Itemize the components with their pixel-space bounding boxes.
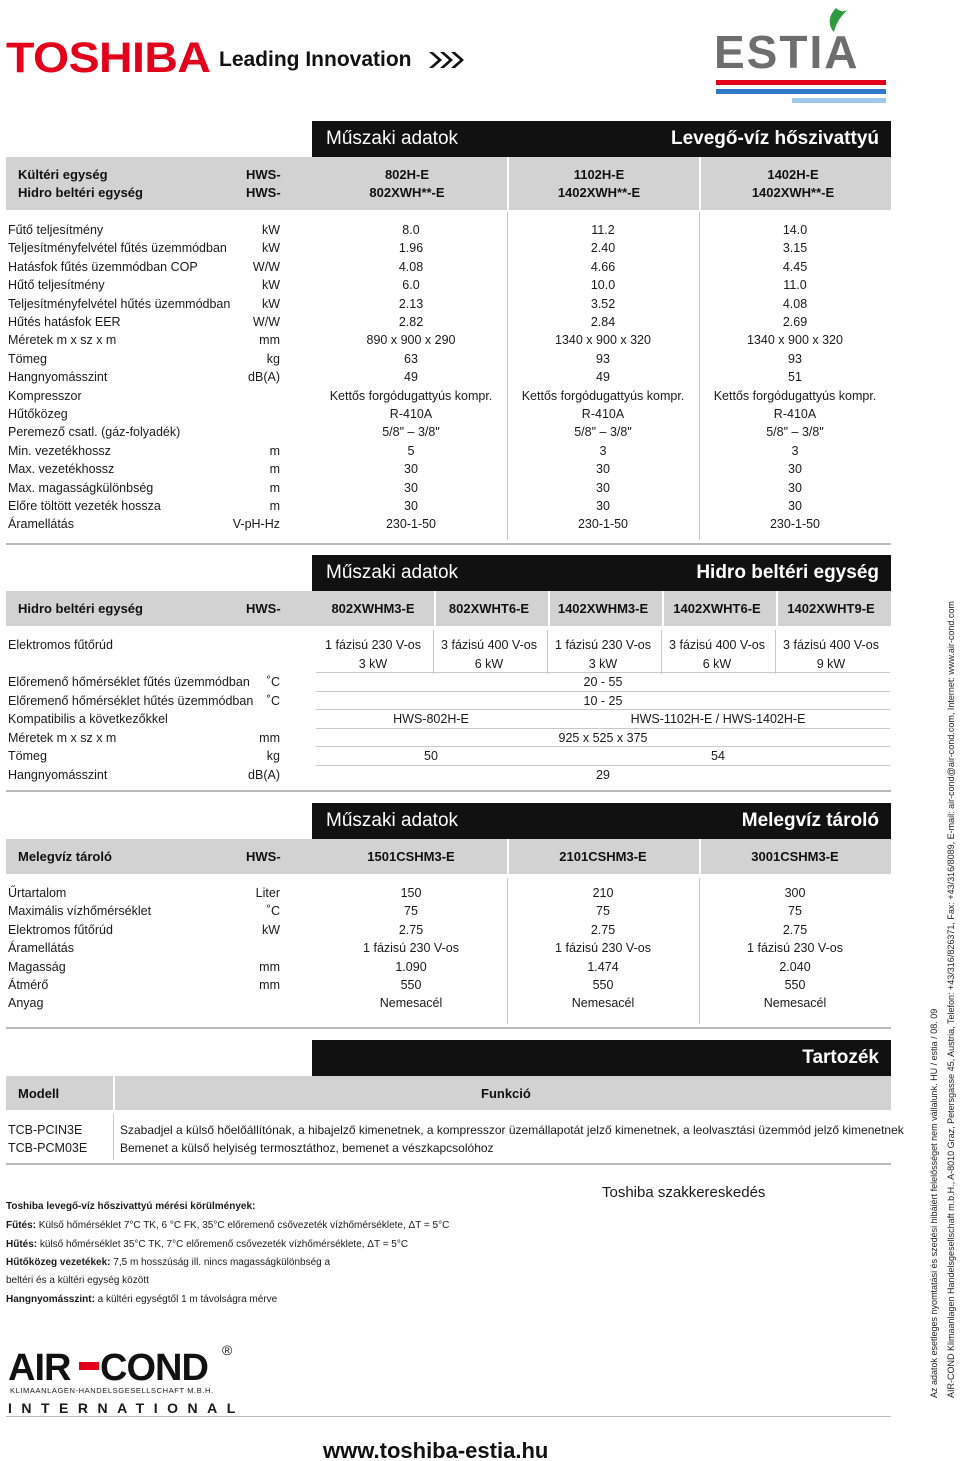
section2-band: [312, 555, 891, 591]
head-col1-outdoor: 802H-E: [384, 167, 430, 182]
spec-label: Max. vezetékhossz: [8, 462, 115, 477]
estia-logo: [712, 6, 888, 106]
spec-value: 30: [596, 499, 610, 513]
spec-value: 49: [404, 370, 418, 385]
row-separator: [316, 746, 890, 747]
head-prefix-indoor: HWS-: [246, 185, 281, 200]
spec-value: 890 x 900 x 290: [366, 333, 456, 348]
spec-value: 230-1-50: [577, 517, 629, 532]
spec-value: 30: [596, 480, 610, 495]
tank-value: 550: [784, 978, 806, 992]
aircond-sub: KLIMAANLAGEN-HANDELSGESELLSCHAFT M.B.H.: [10, 1386, 214, 1395]
hydro-value: 10 - 25: [583, 693, 623, 708]
conditions-pipe-2: beltéri és a kültéri egység között: [6, 1275, 149, 1286]
hydro-value: 29: [596, 768, 610, 782]
accessory-func-2: Bemenet a külső helyiség termosztáthoz, bemenet a vészkapcsolóhoz: [120, 1141, 494, 1155]
row-separator: [316, 709, 890, 710]
tank-value: 1.090: [395, 959, 427, 974]
spec-value: 30: [788, 499, 802, 513]
heater-phase: 1 fázisú 230 V-os: [325, 638, 421, 652]
spec-value: Kettős forgódugattyús kompr.: [713, 388, 877, 403]
heater-power: 6 kW: [702, 657, 732, 671]
dealer-title: Toshiba szakkereskedés: [602, 1184, 766, 1201]
tank-value: Nemesacél: [571, 996, 635, 1011]
head-label-indoor: Hidro beltéri egység: [18, 185, 143, 200]
tank-value: 75: [404, 904, 418, 919]
spec-value: 93: [788, 351, 802, 366]
hydro-label: Előremenő hőmérséklet fűtés üzemmódban: [8, 675, 250, 689]
tank-label: Magasság: [8, 959, 66, 974]
head-col2-outdoor: 1102H-E: [573, 167, 625, 182]
tank-unit: ˚C: [266, 904, 280, 919]
section3-band-title: Műszaki adatok: [326, 810, 459, 831]
section4-head: [6, 1076, 891, 1110]
head-col1-indoor: 802XWH**-E: [369, 185, 445, 200]
section2-head-label: Hidro beltéri egység: [18, 601, 143, 616]
model-802xwhm3: 802XWHM3-E: [331, 601, 415, 616]
hydro-value-b: 54: [711, 749, 725, 764]
hydro-value: 20 - 55: [583, 675, 623, 689]
tank-value: 300: [784, 886, 806, 900]
hydro-unit: ˚C: [266, 675, 280, 689]
hydro-value-a: HWS-802H-E: [393, 712, 469, 727]
spec-unit: m: [269, 462, 280, 477]
aircond-name: AIR: [8, 1347, 71, 1389]
section2-head: [6, 591, 891, 626]
hydro-unit: kg: [266, 749, 280, 764]
spec-label: Hűtő teljesítmény: [8, 278, 105, 293]
hydro-label: Előremenő hőmérséklet hűtés üzemmódban: [8, 693, 254, 708]
spec-label: Peremező csatl. (gáz-folyadék): [8, 425, 181, 440]
spec-label: Teljesítményfelvétel hűtés üzemmódban: [8, 296, 231, 311]
spec-label: Min. vezetékhossz: [8, 443, 111, 458]
conditions-noise: Hangnyomásszint: a kültéri egységtől 1 m távolságra mérve: [6, 1294, 278, 1305]
spec-label: Hatásfok fűtés üzemmódban COP: [8, 259, 198, 274]
spec-value: 10.0: [590, 278, 616, 293]
spec-label: Áramellátás: [8, 517, 74, 532]
tank-value: 2.75: [782, 922, 808, 937]
heater-label: Elektromos fűtőrúd: [8, 638, 113, 652]
section3-head-label: Melegvíz tároló: [18, 849, 112, 864]
hydro-unit: mm: [259, 730, 280, 745]
tank-value: 75: [788, 904, 802, 919]
spec-value: 5: [407, 443, 415, 458]
conditions-cooling: Hűtés: külső hőmérséklet 35°C TK, 7°C előremenő csővezeték vízhőmérséklete, ΔT = 5°C: [6, 1239, 409, 1250]
row-separator: [316, 765, 890, 766]
spec-value: 93: [596, 351, 610, 366]
spec-value: 30: [404, 499, 418, 513]
spec-value: 2.40: [590, 241, 616, 256]
section3-band-right: Melegvíz tároló: [741, 810, 879, 831]
heater-power: 3 kW: [358, 657, 388, 671]
tank-label: Maximális vízhőmérséklet: [8, 904, 152, 919]
heater-phase: 3 fázisú 400 V-os: [669, 638, 765, 652]
registered-mark: ®: [222, 1342, 233, 1358]
spec-value: 2.69: [782, 315, 808, 329]
section2-head-prefix: HWS-: [246, 601, 281, 616]
tank-value: 150: [400, 886, 422, 900]
tank-value: 1 fázisú 230 V-os: [363, 941, 459, 956]
model-2101cshm3: 2101CSHM3-E: [559, 849, 647, 864]
conditions-title: Toshiba levegő-víz hőszivattyú mérési körülmények:: [6, 1201, 256, 1212]
svg-text:COND: COND: [100, 1347, 208, 1389]
hydro-value: 925 x 525 x 375: [558, 730, 648, 745]
tank-value: 2.040: [779, 959, 811, 974]
tank-value: 550: [592, 978, 614, 992]
spec-unit: m: [269, 443, 280, 458]
spec-value: 230-1-50: [385, 517, 437, 532]
conditions-heating: Fűtés: Külső hőmérséklet 7°C TK, 6 °C FK, 35°C előremenő csővezeték vízhőmérséklete, ΔT = 5°C: [6, 1220, 450, 1231]
double-chevron-icon: [427, 50, 465, 70]
tank-unit: Liter: [255, 886, 280, 900]
spec-value: 5/8" – 3/8": [382, 425, 440, 440]
spec-unit: dB(A): [248, 370, 280, 385]
tank-label: Átmérő: [8, 978, 49, 992]
hydro-unit: ˚C: [266, 693, 280, 708]
spec-value: 30: [404, 480, 418, 495]
spec-label: Teljesítményfelvétel fűtés üzemmódban: [8, 241, 227, 256]
section4-band-right: Tartozék: [802, 1047, 879, 1068]
spec-label: Fűtő teljesítmény: [8, 223, 104, 237]
hydro-label: Kompatibilis a következőkkel: [8, 712, 168, 727]
hydro-unit: dB(A): [248, 768, 280, 782]
row-separator: [316, 691, 890, 692]
spec-value: Kettős forgódugattyús kompr.: [329, 388, 493, 403]
spec-value: 4.08: [782, 296, 808, 311]
spec-label: Max. magasságkülönbség: [8, 480, 154, 495]
spec-label: Kompresszor: [8, 388, 82, 403]
section1-band: [312, 121, 891, 157]
tank-value: 1.474: [587, 959, 619, 974]
spec-unit: mm: [259, 333, 280, 348]
hydro-label: Hangnyomásszint: [8, 768, 108, 782]
spec-value: 230-1-50: [769, 517, 821, 532]
tank-label: Elektromos fűtőrúd: [8, 922, 113, 937]
model-802xwht6: 802XWHT6-E: [448, 601, 530, 616]
tank-unit: mm: [259, 959, 280, 974]
model-1501cshm3: 1501CSHM3-E: [367, 849, 455, 864]
tank-value: 210: [592, 886, 614, 900]
spec-label: Tömeg: [8, 351, 47, 366]
spec-value: 1.96: [398, 241, 424, 256]
spec-unit: kW: [261, 278, 280, 293]
model-1402xwht6: 1402XWHT6-E: [673, 601, 761, 616]
section1-head: [6, 157, 891, 210]
tank-unit: mm: [259, 978, 280, 992]
spec-label: Hűtőközeg: [8, 407, 68, 421]
head-col3-indoor: 1402XWH**-E: [751, 185, 835, 200]
tank-value: 75: [596, 904, 610, 919]
spec-unit: W/W: [252, 259, 280, 274]
head-col2-indoor: 1402XWH**-E: [557, 185, 641, 200]
spec-value: 11.2: [591, 223, 615, 237]
tank-value: 1 fázisú 230 V-os: [747, 941, 843, 956]
section2-band-right: Hidro beltéri egység: [696, 562, 879, 583]
spec-unit: m: [269, 499, 280, 513]
spec-value: 2.82: [398, 315, 424, 329]
spec-label: Hangnyomásszint: [8, 370, 108, 385]
spec-value: 4.08: [398, 259, 424, 274]
spec-value: 5/8" – 3/8": [574, 425, 632, 440]
hydro-value-b: HWS-1102H-E / HWS-1402H-E: [630, 712, 806, 727]
spec-value: 63: [404, 351, 418, 366]
tank-value: 1 fázisú 230 V-os: [555, 941, 651, 956]
spec-value: R-410A: [773, 407, 817, 421]
spec-value: 11.0: [783, 278, 807, 293]
spec-unit: kW: [261, 296, 280, 311]
col-modell: Modell: [18, 1086, 60, 1101]
spec-value: 30: [596, 462, 610, 477]
spec-value: 51: [788, 370, 802, 385]
website-url[interactable]: www.toshiba-estia.hu: [323, 1438, 549, 1461]
section1-band-title: Műszaki adatok: [326, 128, 459, 149]
accessory-func-1: Szabadjel a külső hőelőállítónak, a hibajelző kimenetnek, a kompresszor üzemállapotát jelző kimenetnek, a leolvasztási üzemmód jelző kimenetnek: [120, 1123, 904, 1137]
spec-value: 4.66: [590, 259, 616, 274]
spec-unit: m: [269, 480, 280, 495]
heater-power: 9 kW: [816, 657, 846, 671]
head-col3-outdoor: 1402H-E: [767, 167, 819, 182]
spec-value: 4.45: [782, 259, 808, 274]
tank-label: Anyag: [8, 996, 44, 1011]
head-label-outdoor: Kültéri egység: [18, 167, 108, 182]
spec-value: 1340 x 900 x 320: [747, 333, 843, 348]
spec-value: 2.13: [398, 296, 424, 311]
spec-unit: V-pH-Hz: [232, 517, 280, 532]
accessory-model-1: TCB-PCIN3E: [8, 1123, 83, 1137]
section2-band-title: Műszaki adatok: [326, 562, 459, 583]
spec-value: 3: [791, 443, 799, 458]
spec-value: 3.52: [590, 296, 616, 311]
spec-unit: kW: [261, 241, 280, 256]
model-1402xwhm3: 1402XWHM3-E: [557, 601, 649, 616]
spec-value: 30: [404, 462, 418, 477]
hydro-value-a: 50: [424, 749, 438, 764]
tank-value: 2.75: [590, 922, 616, 937]
spec-value: 30: [788, 462, 802, 477]
heater-power: 3 kW: [588, 657, 618, 671]
spec-unit: kg: [266, 351, 280, 366]
tank-unit: kW: [261, 922, 280, 937]
spec-value: 1340 x 900 x 320: [555, 333, 651, 348]
tank-label: Áramellátás: [8, 941, 74, 956]
aircond-logo: [8, 1342, 245, 1421]
section4-band: [312, 1040, 891, 1076]
vertical-contact: AIR-COND Klimaanlagen Handelsgesellschaft m.b.H., A-8010 Graz, Petersgasse 45, Austria, Telefon: +43/316/826371, Fax: +43/316/8089, E-mail: air-cond@air-cond.com, Internet: www.air-cond.com: [946, 601, 956, 1398]
row-separator: [316, 728, 890, 729]
spec-label: Hűtés hatásfok EER: [8, 315, 121, 329]
tank-value: Nemesacél: [763, 996, 827, 1011]
conditions-pipe: Hűtőközeg vezetékek: 7,5 m hosszúság ill. nincs magasságkülönbség a: [6, 1257, 331, 1268]
model-3001cshm3: 3001CSHM3-E: [751, 849, 839, 864]
spec-value: 14.0: [782, 223, 808, 237]
heater-phase: 1 fázisú 230 V-os: [555, 638, 651, 652]
spec-unit: kW: [261, 223, 280, 237]
tagline: Leading Innovation: [219, 48, 412, 71]
heater-phase: 3 fázisú 400 V-os: [441, 638, 537, 652]
tank-value: Nemesacél: [379, 996, 443, 1011]
svg-text:ESTIA: ESTIA: [714, 26, 860, 78]
spec-value: 49: [596, 370, 610, 385]
spec-value: R-410A: [389, 407, 433, 421]
hydro-label: Méretek m x sz x m: [8, 730, 117, 745]
row-separator: [316, 672, 890, 673]
model-1402xwht9: 1402XWHT9-E: [787, 601, 875, 616]
section3-head-prefix: HWS-: [246, 849, 281, 864]
spec-value: Kettős forgódugattyús kompr.: [521, 388, 685, 403]
heater-power: 6 kW: [474, 657, 504, 671]
spec-value: 3.15: [782, 241, 808, 256]
vertical-disclaimer: Az adatok esetleges nyomtatási és szedési hibáiért felelősséget nem vállalunk. HU / estia / 08. 09: [929, 1008, 939, 1398]
accessory-model-2: TCB-PCM03E: [8, 1141, 88, 1155]
spec-value: R-410A: [581, 407, 625, 421]
tank-value: 2.75: [398, 922, 424, 937]
spec-value: 8.0: [402, 223, 420, 237]
section1-band-right: Levegő-víz hőszivattyú: [671, 128, 879, 149]
spec-label: Méretek m x sz x m: [8, 333, 117, 348]
spec-unit: W/W: [252, 315, 280, 329]
spec-value: 3: [599, 443, 607, 458]
spec-label: Előre töltött vezeték hossza: [8, 499, 161, 513]
tank-value: 550: [400, 978, 422, 992]
heater-phase: 3 fázisú 400 V-os: [783, 638, 879, 652]
section3-band: [312, 803, 891, 839]
tank-label: Űrtartalom: [8, 886, 67, 900]
spec-value: 6.0: [402, 278, 420, 293]
col-funkcio: Funkció: [481, 1086, 531, 1101]
spec-value: 2.84: [590, 315, 616, 329]
toshiba-logo: TOSHIBA: [6, 34, 211, 82]
aircond-intl: INTERNATIONAL: [8, 1400, 245, 1416]
hydro-label: Tömeg: [8, 749, 47, 764]
section3-head: [6, 839, 891, 874]
head-prefix-outdoor: HWS-: [246, 167, 281, 182]
spec-value: 30: [788, 480, 802, 495]
spec-value: 5/8" – 3/8": [766, 425, 824, 440]
